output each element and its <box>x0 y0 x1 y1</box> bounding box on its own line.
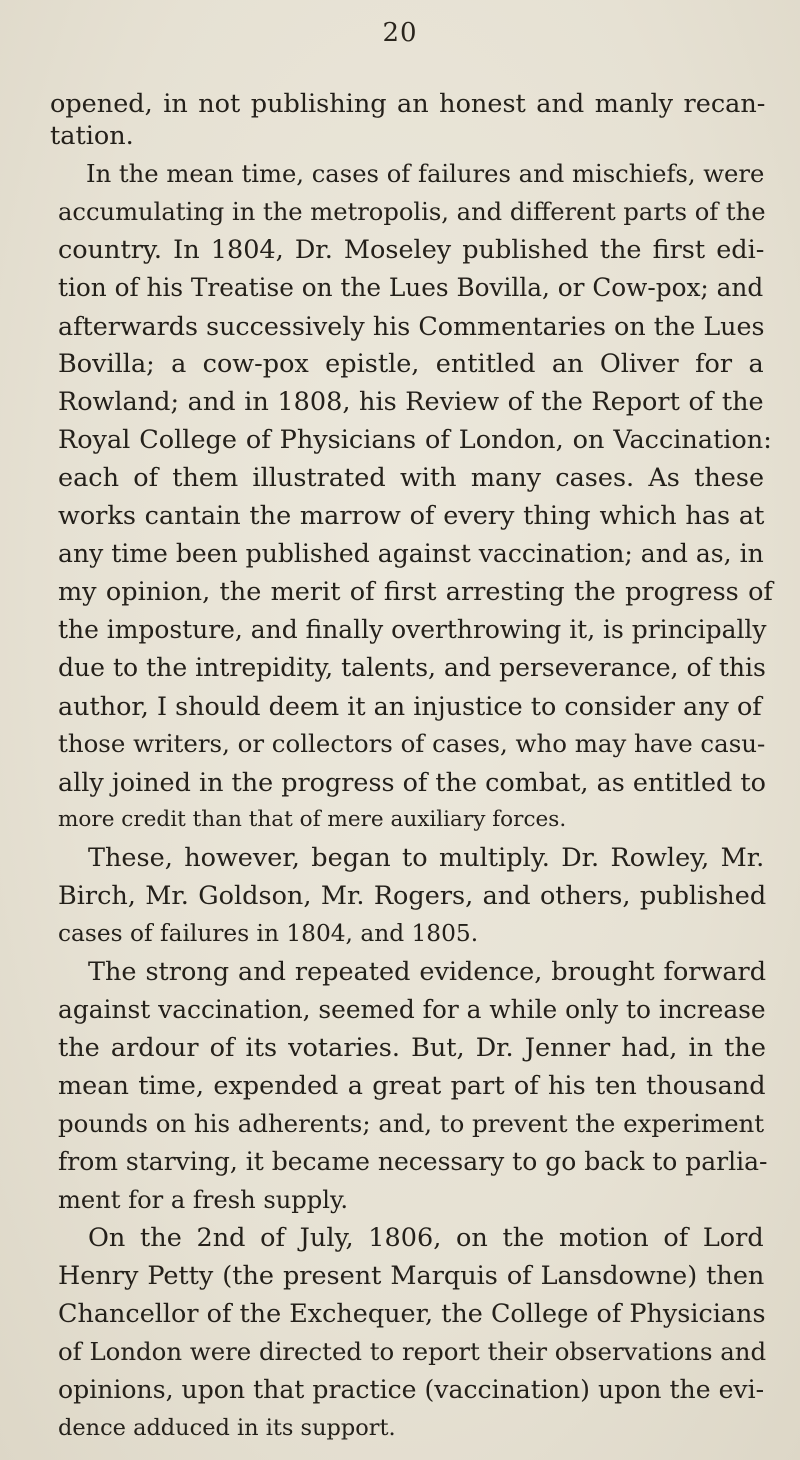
text-line: ment for a fresh supply. <box>58 1186 349 1214</box>
text-line: against vaccination, seemed for a while only to increase <box>58 995 766 1024</box>
text-line: dence adduced in its support. <box>58 1415 396 1441</box>
text-line: the imposture, and finally overthrowing it, is principally <box>58 615 767 644</box>
text-line: Royal College of Physicians of London, on Vaccination: <box>58 425 772 455</box>
text-line: ally joined in the progress of the combat, as entitled to <box>58 767 766 797</box>
text-line: Henry Petty (the present Marquis of Lansdowne) then <box>58 1261 765 1291</box>
text-line: from starving, it became necessary to go back to parlia- <box>58 1147 768 1176</box>
text-line: Birch, Mr. Goldson, Mr. Rogers, and others, published <box>58 881 767 911</box>
text-line: more credit than that of mere auxiliary forces. <box>58 807 567 832</box>
text-line: On the 2nd of July, 1806, on the motion of Lord <box>88 1223 764 1253</box>
text-line: my opinion, the merit of first arresting the progress of <box>58 577 773 607</box>
text-line: In the mean time, cases of failures and mischiefs, were <box>86 159 765 188</box>
text-line: any time been published against vaccination; and as, in <box>58 539 764 568</box>
text-line: the ardour of its votaries. But, Dr. Jenner had, in the <box>58 1033 766 1063</box>
text-line: The strong and repeated evidence, brought forward <box>88 957 767 987</box>
text-line: opinions, upon that practice (vaccination) upon the evi- <box>58 1375 765 1404</box>
text-line: mean time, expended a great part of his ten thousand <box>58 1071 766 1101</box>
text-line: afterwards successively his Commentaries on the Lues <box>58 311 765 341</box>
text-line: each of them illustrated with many cases. As these <box>58 463 765 493</box>
text-line: opened, in not publishing an honest and manly recan- <box>50 89 766 119</box>
text-line: cases of failures in 1804, and 1805. <box>58 920 479 947</box>
text-line: Rowland; and in 1808, his Review of the Report of the <box>58 387 764 417</box>
text-line: country. In 1804, Dr. Moseley published the first edi- <box>58 235 765 265</box>
text-line: tion of his Treatise on the Lues Bovilla, or Cow-pox; and <box>58 273 764 302</box>
text-line: those writers, or collectors of cases, who may have casu- <box>58 729 766 758</box>
text-line: Chancellor of the Exchequer, the College of Physicians <box>58 1299 766 1329</box>
text-line: Bovilla; a cow-pox epistle, entitled an Oliver for a <box>58 349 764 379</box>
text-line: due to the intrepidity, talents, and perseverance, of this <box>58 653 766 682</box>
text-line: of London were directed to report their observations and <box>58 1337 767 1366</box>
page-number: 20 <box>382 18 418 48</box>
text-line: author, I should deem it an injustice to consider any of <box>58 691 762 721</box>
text-line: works cantain the marrow of every thing which has at <box>58 501 765 531</box>
text-line: tation. <box>50 121 134 151</box>
text-line: accumulating in the metropolis, and different parts of the <box>58 198 766 226</box>
text-line: pounds on his adherents; and, to prevent the experiment <box>58 1109 765 1138</box>
text-line: These, however, began to multiply. Dr. Rowley, Mr. <box>88 843 765 873</box>
